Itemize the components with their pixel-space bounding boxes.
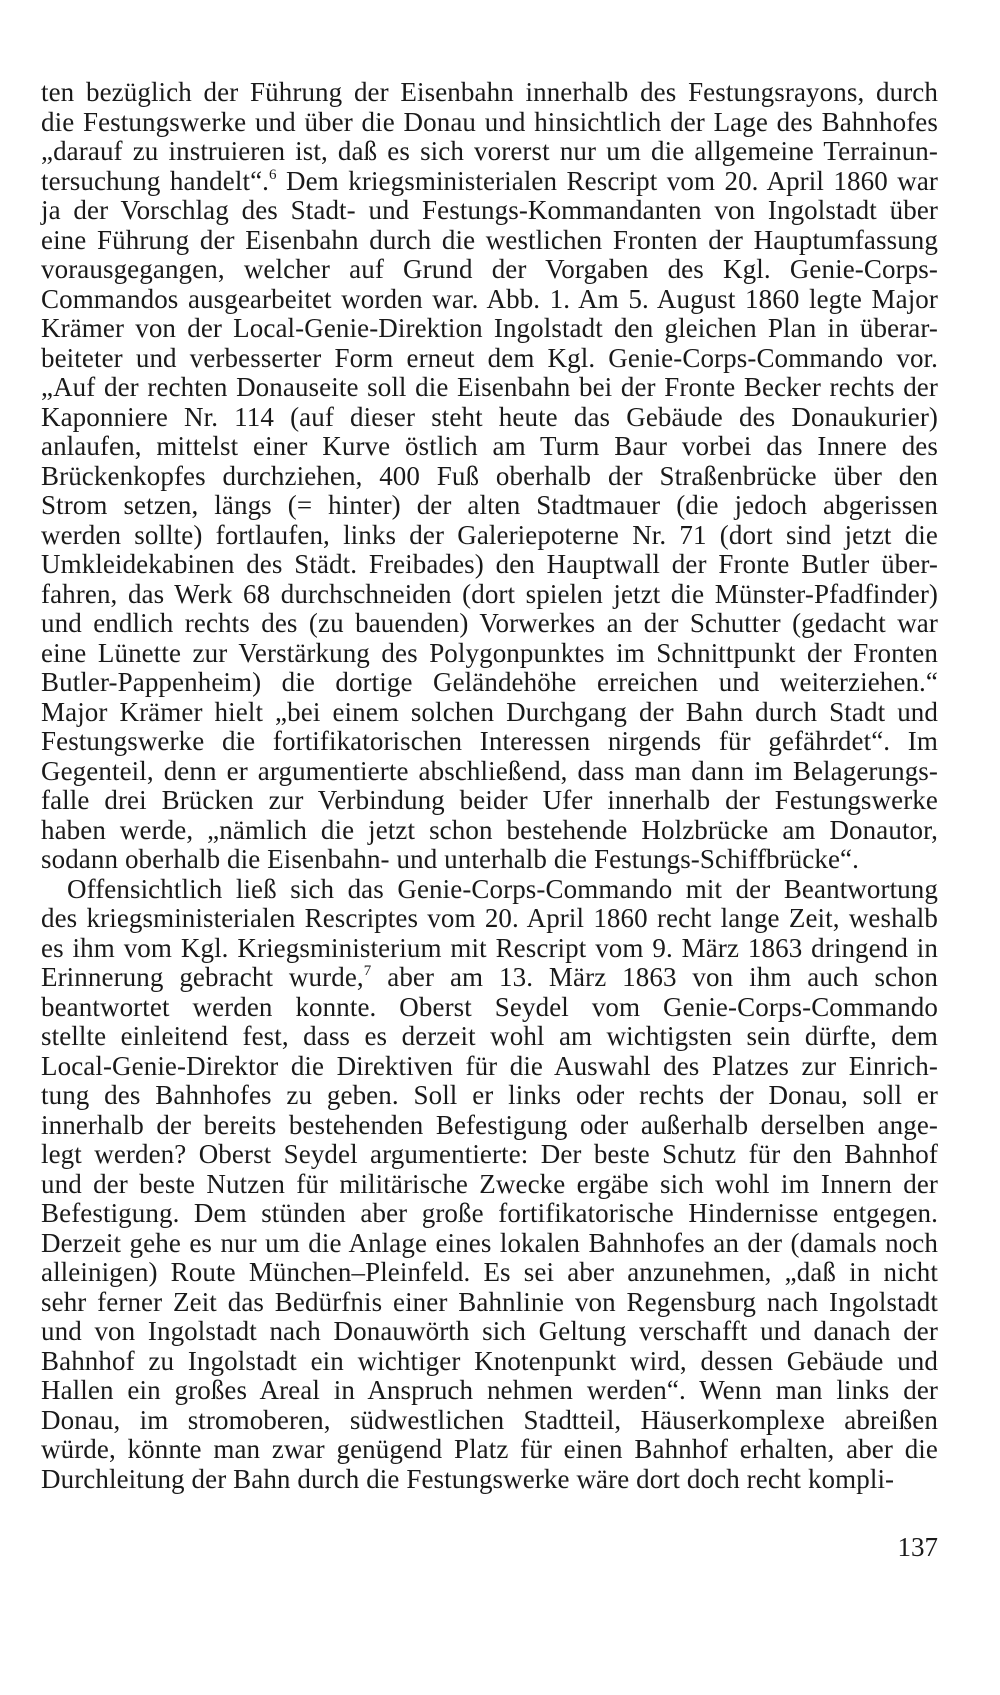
text-line: werden sollte) fortlaufen, links der Galeriepoterne Nr. 71 (dort sind jetzt die [41,519,938,550]
text-line: ten bezüglich der Führung der Eisenbahn innerhalb des Festungsrayons, durch [41,77,938,107]
text-line: Local-Genie-Direktor die Direktiven für die Auswahl des Platzes zur Einrich- [41,1050,938,1081]
text-line: tung des Bahnhofes zu geben. Soll er links oder rechts der Donau, soll er [41,1080,938,1110]
paragraph-1 [41,78,938,875]
text-line: eine Lünette zur Verstärkung des Polygonpunktes im Schnittpunkt der Fronten [41,637,938,668]
text-line: Donau, im stromoberen, südwestlichen Stadtteil, Häuserkomplexe abreißen [41,1404,938,1435]
text-line: anlaufen, mittelst einer Kurve östlich am Turm Baur vorbei das Innere des [41,431,938,461]
text-line: Butler-Pappenheim) die dortige Geländehöhe erreichen und weiterziehen.“ [41,667,938,697]
text-line: sehr ferner Zeit das Bedürfnis einer Bahnlinie von Regensburg nach Ingolstadt [41,1286,938,1317]
text-line: Umkleidekabinen des Städt. Freibades) den Hauptwall der Fronte Butler über- [41,549,938,579]
text-line: Kaponniere Nr. 114 (auf dieser steht heute das Gebäude des Donaukurier) [41,401,938,432]
text-line: Offensichtlich ließ sich das Genie-Corps-Commando mit der Beantwortung [67,873,938,904]
text-line: stellte einleitend fest, dass es derzeit wohl am wichtigsten sein dürfte, dem [41,1021,938,1051]
text-line: und von Ingolstadt nach Donauwörth sich Geltung verschafft und danach der [41,1316,938,1346]
text-line: „darauf zu instruieren ist, daß es sich vorerst nur um die allgemeine Terrainun- [41,136,938,166]
text-line: Bahnhof zu Ingolstadt ein wichtiger Knotenpunkt wird, dessen Gebäude und [41,1345,938,1376]
text-line: Derzeit gehe es nur um die Anlage eines lokalen Bahnhofes an der (damals noch [41,1227,938,1258]
text-line: Commandos ausgearbeitet worden war. Abb. 1. Am 5. August 1860 legte Major [41,283,938,314]
text-line: haben werde, „nämlich die jetzt schon bestehende Holzbrücke am Donautor, [41,814,938,845]
text-line: Befestigung. Dem stünden aber große fortifikatorische Hindernisse entgegen. [41,1198,938,1228]
paragraph-2 [41,875,938,1495]
text-line: Major Krämer hielt „bei einem solchen Durchgang der Bahn durch Stadt und [41,696,938,727]
text-line: innerhalb der bereits bestehenden Befestigung oder außerhalb derselben ange- [41,1109,938,1140]
text-line: vorausgegangen, welcher auf Grund der Vorgaben des Kgl. Genie-Corps- [41,254,938,284]
text-line: und endlich rechts des (zu bauenden) Vorwerkes an der Schutter (gedacht war [41,608,938,638]
text-line: ja der Vorschlag des Stadt- und Festungs-Kommandanten von Ingolstadt über [41,195,938,225]
text-line: und der beste Nutzen für militärische Zwecke ergäbe sich wohl im Innern der [41,1168,938,1199]
text-line: beantwortet werden konnte. Oberst Seydel vom Genie-Corps-Commando [41,991,938,1022]
text-line: alleinigen) Route München–Pleinfeld. Es sei aber anzunehmen, „daß in nicht [41,1257,938,1287]
text-line: Erinnerung gebracht wurde,$^7$ aber am 13. März 1863 von ihm auch schon [41,962,938,992]
page-body [41,78,938,1494]
text-line: eine Führung der Eisenbahn durch die westlichen Fronten der Hauptumfassung [41,224,938,255]
text-line: Hallen ein großes Areal in Anspruch nehmen werden“. Wenn man links der [41,1375,938,1405]
text-line: fahren, das Werk 68 durchschneiden (dort spielen jetzt die Münster-Pfadfinder) [41,578,938,609]
text-line: Strom setzen, längs (= hinter) der alten Stadtmauer (die jedoch abgerissen [41,490,938,520]
text-line: sodann oberhalb die Eisenbahn- und unterhalb die Festungs-Schiffbrücke“. [41,844,859,874]
footnote-marker: 7 [363,963,372,979]
text-line: Brückenkopfes durchziehen, 400 Fuß oberhalb der Straßenbrücke über den [41,460,938,491]
text-line: des kriegsministerialen Rescriptes vom 20. April 1860 recht lange Zeit, weshalb [41,903,938,933]
text-line: es ihm vom Kgl. Kriegsministerium mit Rescript vom 9. März 1863 dringend in [41,932,938,963]
text-line: Durchleitung der Bahn durch die Festungswerke wäre dort doch recht kompli- [41,1463,895,1494]
text-line: Gegenteil, denn er argumentierte abschließend, dass man dann im Belagerungs- [41,755,938,786]
footnote-marker: 6 [269,166,277,183]
text-line: Festungswerke die fortifikatorischen Interessen nirgends für gefährdet“. Im [41,726,938,756]
text-line: „Auf der rechten Donauseite soll die Eisenbahn bei der Fronte Becker rechts der [41,372,938,402]
text-line: die Festungswerke und über die Donau und hinsichtlich der Lage des Bahnhofes [41,106,938,137]
text-line: würde, könnte man zwar genügend Platz für einen Bahnhof erhalten, aber die [41,1434,938,1464]
text-line: beiteter und verbesserter Form erneut dem Kgl. Genie-Corps-Commando vor. [41,342,938,373]
text-line: legt werden? Oberst Seydel argumentierte: Der beste Schutz für den Bahnhof [41,1139,938,1169]
page-number: 137 [897,1532,938,1562]
text-line: falle drei Brücken zur Verbindung beider Ufer innerhalb der Festungswerke [41,785,938,815]
text-line: Krämer von der Local-Genie-Direktion Ingolstadt den gleichen Plan in überar- [41,313,938,343]
text-line: tersuchung handelt“.$^6$ Dem kriegsministerialen Rescript vom 20. April 1860 war [41,165,938,196]
